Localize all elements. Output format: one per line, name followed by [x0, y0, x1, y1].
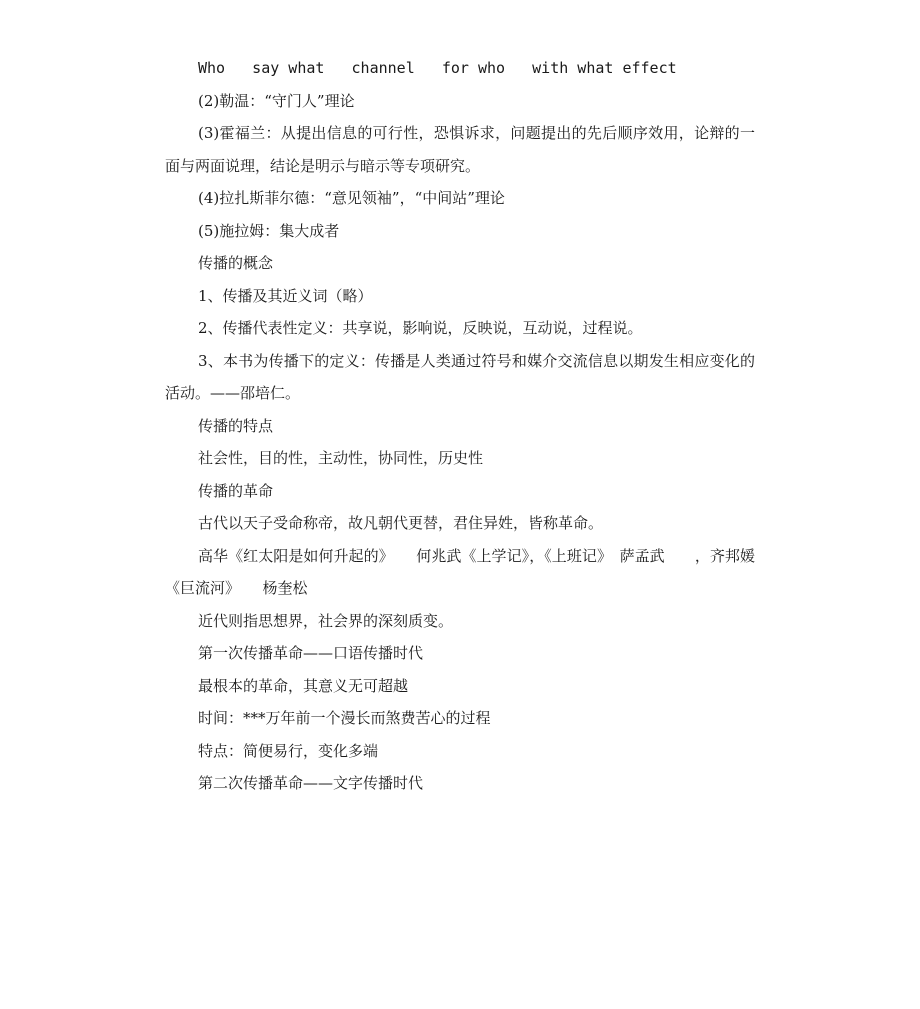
- section-heading-first-revolution: 第一次传播革命——口语传播时代: [198, 644, 424, 662]
- text-line-modern-revolution: 近代则指思想界，社会界的深刻质变。: [198, 611, 454, 630]
- text-line-time: 时间：***万年前一个漫长而煞费苦心的过程: [198, 709, 491, 727]
- document-page: [165, 52, 755, 800]
- section-heading-second-revolution: 第二次传播革命——文字传播时代: [198, 774, 424, 792]
- text-line-ancient-revolution: 古代以天子受命称帝，故凡朝代更替，君住异姓，皆称革命。: [198, 514, 604, 532]
- text-line-communication-model: Who say what channel for who with what effect: [198, 59, 677, 77]
- section-heading-features: 传播的特点: [198, 416, 274, 435]
- section-heading-concept: 传播的概念: [198, 254, 274, 272]
- text-line-features-list: 社会性，目的性，主动性，协同性，历史性: [198, 449, 484, 467]
- section-heading-revolution: 传播的革命: [198, 481, 274, 500]
- text-line-books: 高华《红太阳是如何升起的》 何兆武《上学记》，《上班记》 萨孟武 ，齐邦媛《巨流河》 杨奎松: [165, 546, 755, 597]
- text-line-synonyms: 1、传播及其近义词（略）: [198, 286, 373, 305]
- text-line-characteristics: 特点：简便易行，变化多端: [198, 741, 379, 760]
- text-line-hovland: (3)霍福兰：从提出信息的可行性，恐惧诉求，问题提出的先后顺序效用，论辩的一面与两面说理，结论是明示与暗示等专项研究。: [165, 124, 755, 175]
- text-line-book-definition: 3、本书为传播下的定义：传播是人类通过符号和媒介交流信息以期发生相应变化的活动。——邵培仁。: [165, 351, 755, 402]
- text-line-schramm: (5)施拉姆：集大成者: [198, 221, 340, 240]
- text-line-lazarsfeld: (4)拉扎斯菲尔德：“意见领袖”，“中间站”理论: [198, 189, 505, 207]
- text-line-definitions: 2、传播代表性定义：共享说，影响说，反映说，互动说，过程说。: [198, 319, 643, 337]
- text-line-lewin: (2)勒温：“守门人”理论: [198, 91, 355, 110]
- text-line-most-fundamental: 最根本的革命，其意义无可超越: [198, 676, 409, 695]
